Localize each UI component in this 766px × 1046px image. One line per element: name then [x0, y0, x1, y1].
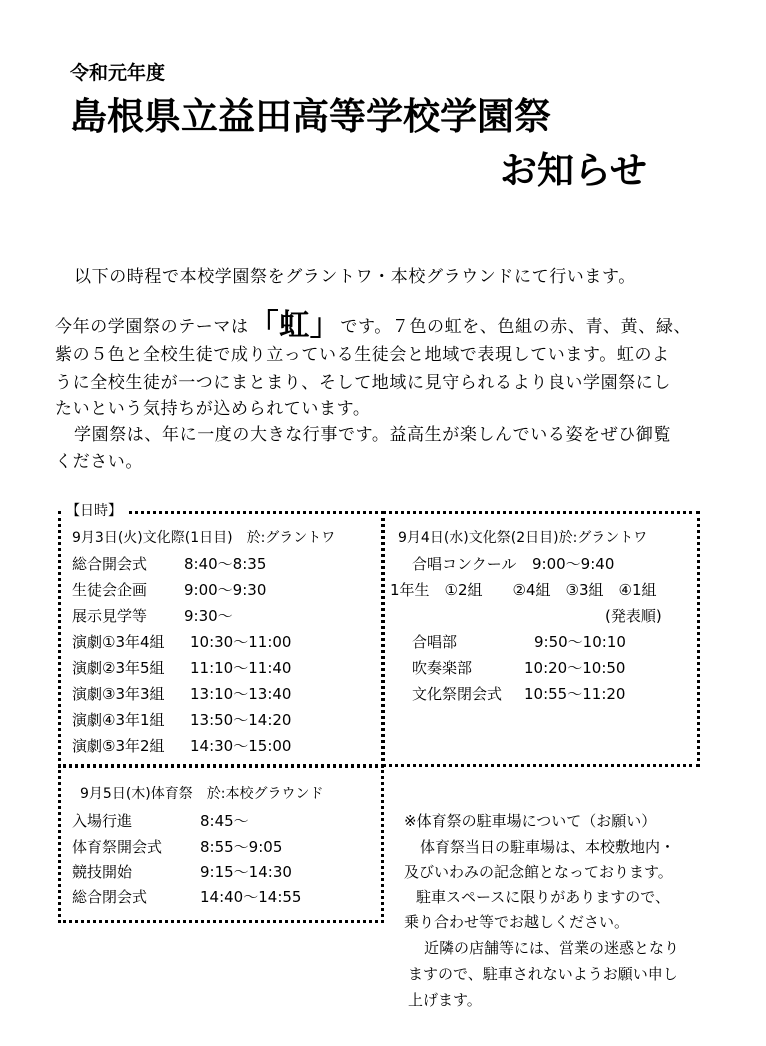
event-name: 演劇④3年1組 [72, 711, 165, 729]
day3-heading: 9月5日(木)体育祭 於:本校グラウンド [80, 786, 324, 802]
event-time: 14:40～14:55 [200, 888, 302, 906]
event-time: 9:30～ [184, 607, 233, 625]
event-time: 11:10～11:40 [190, 659, 292, 677]
event-time: 8:45～ [200, 812, 249, 830]
intro-line-7: ください。 [55, 452, 143, 472]
event-time: 10:30～11:00 [190, 633, 292, 651]
event-time: 10:20～10:50 [524, 659, 626, 677]
parking-line: 近隣の店舗等には、営業の迷惑となり [424, 939, 680, 957]
event-name: 体育祭開会式 [72, 838, 163, 856]
day1-heading: 9月3日(火)文化際(1日目) 於:グラントワ [72, 530, 336, 546]
event-time: 9:00～9:40 [532, 555, 615, 573]
event-time: 8:40～8:35 [184, 555, 267, 573]
schedule-label: 【日時】 [62, 500, 126, 520]
event-time: 10:55～11:20 [524, 685, 626, 703]
event-name: 演劇②3年5組 [72, 659, 165, 677]
event-time: 13:10～13:40 [190, 685, 292, 703]
intro-line-6: 学園祭は、年に一度の大きな行事です。益高生が楽しんでいる姿をぜひ御覧 [74, 425, 672, 445]
parking-line: 体育祭当日の駐車場は、本校敷地内・ [420, 838, 676, 856]
event-name: 総合閉会式 [72, 888, 148, 906]
event-name: 展示見学等 [72, 607, 148, 625]
parking-line: 駐車スペースに限りがありますので、 [416, 888, 670, 906]
day2-heading: 9月4日(水)文化祭(2日目)於:グラントワ [398, 530, 648, 546]
event-name: 演劇③3年3組 [72, 685, 165, 703]
theme-highlight: 「虹」 [248, 308, 341, 343]
event-name: 総合開会式 [72, 555, 148, 573]
event-time: 9:00～9:30 [184, 581, 267, 599]
event-name: 演劇①3年4組 [72, 633, 165, 651]
event-name: 合唱コンクール [412, 555, 517, 573]
chorus-order: 1年生 ①2組 ②4組 ③3組 ④1組 [390, 581, 657, 599]
parking-title: ※体育祭の駐車場について（お願い） [404, 812, 657, 830]
fiscal-year: 令和元年度 [70, 62, 166, 84]
event-time: 14:30～15:00 [190, 737, 292, 755]
event-name: 吹奏楽部 [412, 659, 473, 677]
event-name: 文化祭閉会式 [412, 685, 503, 703]
event-time: 13:50～14:20 [190, 711, 292, 729]
event-name: 生徒会企画 [72, 581, 148, 599]
page-title: 島根県立益田高等学校学園祭 [70, 95, 551, 138]
parking-line: 及びいわみの記念館となっております。 [404, 863, 673, 881]
intro-line-2 [55, 300, 691, 344]
intro-line-3: 紫の５色と全校生徒で成り立っている生徒会と地域で表現しています。虹のよ [55, 345, 670, 365]
event-name: 合唱部 [412, 633, 458, 651]
event-name: 競技開始 [72, 863, 133, 881]
event-name: 入場行進 [72, 812, 133, 830]
intro-line-1: 以下の時程で本校学園祭をグラントワ・本校グラウンドにて行います。 [74, 267, 636, 287]
event-time: 9:15～14:30 [200, 863, 292, 881]
parking-line: 上げます。 [408, 991, 482, 1009]
intro-line-4: うに全校生徒が一つにまとまり、そして地域に見守られるより良い学園祭にし [55, 373, 671, 393]
parking-line: ますので、駐車されないようお願い申し [408, 965, 678, 983]
event-time: 8:55～9:05 [200, 838, 283, 856]
intro-line-5: たいという気持ちが込められています。 [55, 399, 371, 419]
event-name: 演劇⑤3年2組 [72, 737, 165, 755]
event-time: 9:50～10:10 [534, 633, 626, 651]
parking-line: 乗り合わせ等でお越しください。 [404, 913, 630, 931]
intro-line-2-post: です。７色の虹を、色組の赤、青、黄、緑、 [340, 317, 692, 337]
page-subtitle: お知らせ [500, 149, 647, 192]
intro-line-2-pre: 今年の学園祭のテーマは [55, 317, 249, 337]
chorus-order-note: (発表順) [605, 607, 662, 625]
